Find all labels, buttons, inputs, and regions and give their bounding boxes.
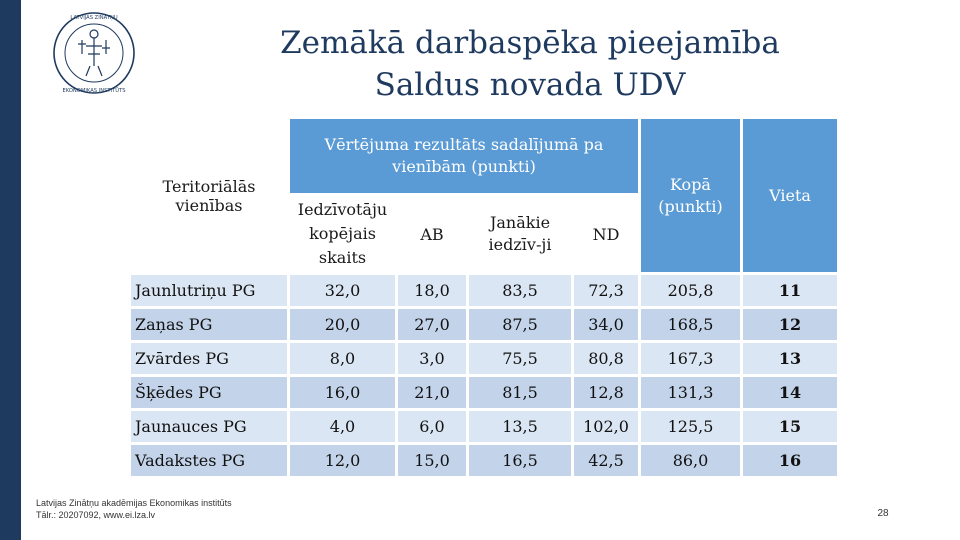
row-ab: 21,0 [398, 377, 466, 408]
header-rank: Vieta [743, 119, 837, 272]
row-population: 12,0 [290, 445, 395, 476]
footer [36, 497, 232, 521]
svg-text:EKONOMIKAS INSTITŪTS: EKONOMIKAS INSTITŪTS [62, 88, 126, 94]
table-row [131, 275, 837, 306]
header-group-results: Vērtējuma rezultāts sadalījumā pa vienībām (punkti) [290, 119, 638, 193]
row-ab: 3,0 [398, 343, 466, 374]
row-nd: 102,0 [574, 411, 638, 442]
row-total: 167,3 [641, 343, 740, 374]
row-population: 16,0 [290, 377, 395, 408]
left-accent-bar [0, 0, 21, 540]
row-youngest: 13,5 [469, 411, 571, 442]
row-name: Zaņas PG [131, 309, 287, 340]
footer-institute: Latvijas Zinātņu akadēmijas Ekonomikas institūts [36, 498, 232, 508]
title-line-1: Zemākā darbaspēka pieejamība [280, 25, 780, 61]
row-youngest: 83,5 [469, 275, 571, 306]
row-total: 125,5 [641, 411, 740, 442]
row-nd: 12,8 [574, 377, 638, 408]
row-name: Jaunauces PG [131, 411, 287, 442]
row-name: Šķēdes PG [131, 377, 287, 408]
page-number: 28 [877, 508, 889, 519]
row-ab: 15,0 [398, 445, 466, 476]
header-youngest-residents: Janākie iedzīv-ji [469, 196, 571, 272]
row-name: Zvārdes PG [131, 343, 287, 374]
row-total: 168,5 [641, 309, 740, 340]
row-name: Vadakstes PG [131, 445, 287, 476]
footer-contact: Tālr.: 20207092, www.ei.lza.lv [36, 510, 156, 520]
row-population: 8,0 [290, 343, 395, 374]
table-row [131, 377, 837, 408]
row-rank: 14 [743, 377, 837, 408]
row-ab: 18,0 [398, 275, 466, 306]
row-total: 205,8 [641, 275, 740, 306]
row-nd: 72,3 [574, 275, 638, 306]
row-nd: 80,8 [574, 343, 638, 374]
row-rank: 12 [743, 309, 837, 340]
slide-title [150, 22, 910, 106]
row-nd: 42,5 [574, 445, 638, 476]
table-row [131, 309, 837, 340]
row-youngest: 87,5 [469, 309, 571, 340]
header-total-points: Kopā (punkti) [641, 119, 740, 272]
row-nd: 34,0 [574, 309, 638, 340]
row-ab: 27,0 [398, 309, 466, 340]
row-rank: 15 [743, 411, 837, 442]
row-population: 32,0 [290, 275, 395, 306]
header-population: Iedzīvotāju kopējais skaits [290, 196, 395, 272]
row-youngest: 75,5 [469, 343, 571, 374]
header-nd: ND [574, 196, 638, 272]
row-population: 20,0 [290, 309, 395, 340]
row-population: 4,0 [290, 411, 395, 442]
row-rank: 16 [743, 445, 837, 476]
table-row [131, 343, 837, 374]
row-name: Jaunlutriņu PG [131, 275, 287, 306]
header-territorial-units: Teritoriālās vienības [131, 119, 287, 272]
results-table [128, 116, 840, 479]
row-total: 86,0 [641, 445, 740, 476]
row-rank: 11 [743, 275, 837, 306]
title-line-2: Saldus novada UDV [374, 67, 686, 103]
svg-text:LATVIJAS ZINĀTŅU: LATVIJAS ZINĀTŅU [70, 15, 118, 21]
table-row [131, 411, 837, 442]
row-youngest: 81,5 [469, 377, 571, 408]
institute-seal-logo [46, 10, 142, 96]
header-ab: AB [398, 196, 466, 272]
row-youngest: 16,5 [469, 445, 571, 476]
row-ab: 6,0 [398, 411, 466, 442]
row-rank: 13 [743, 343, 837, 374]
row-total: 131,3 [641, 377, 740, 408]
table-row [131, 445, 837, 476]
